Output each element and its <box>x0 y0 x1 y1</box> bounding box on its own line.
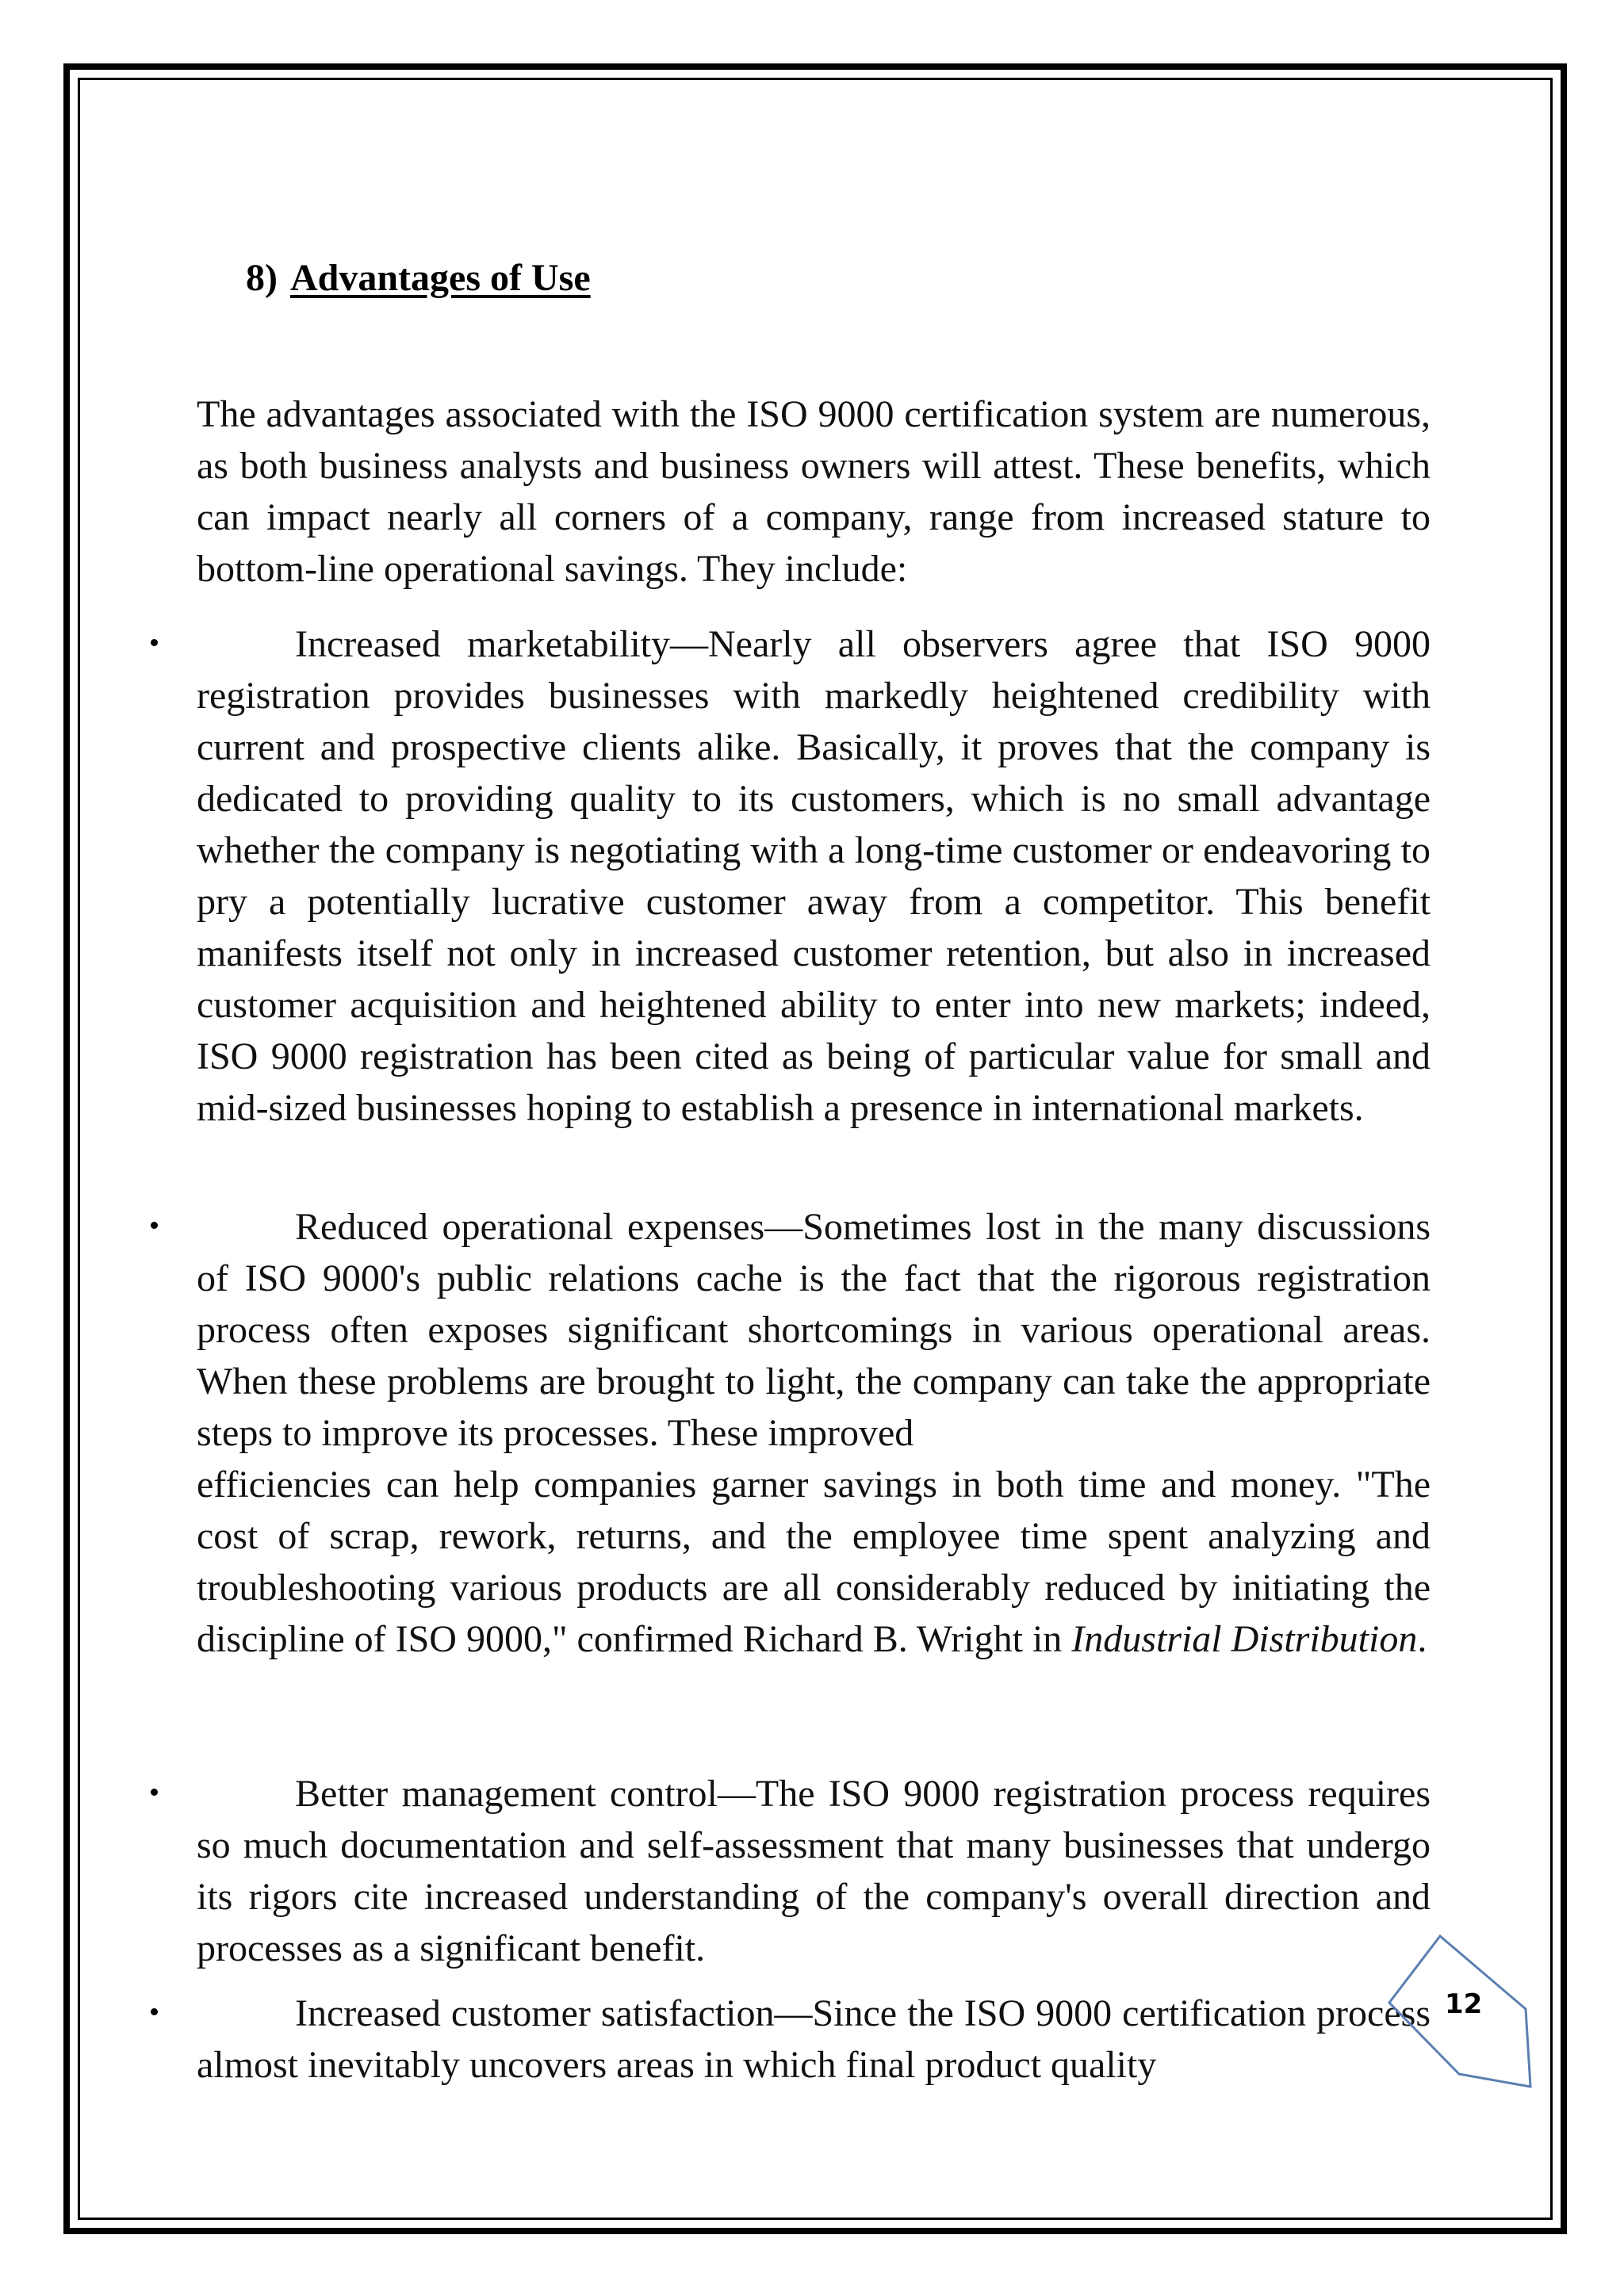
bullet-dot-icon <box>151 1789 158 1796</box>
bullet-text: Increased marketability—Nearly all observers agree that ISO 9000 registration provides businesses with markedly heightened credibility with current and prospective clients alike. Basically, it proves that the company is dedicated to providing quality to its customers, which is no small advantage whether the company is negotiating with a long-time customer or endeavoring to pry a potentially lucrative customer away from a competitor. This benefit manifests itself not only in increased customer retention, but also in increased customer acquisition and heightened ability to enter into new markets; indeed, ISO 9000 registration has been cited as being of particular value for small and mid-sized businesses hoping to establish a presence in international markets. <box>197 623 1431 1129</box>
bullet-text-part1: Reduced operational expenses—Sometimes lost in the many discussions of ISO 9000's public relations cache is the fact that the rigorous registration process often exposes significant shortcomings in various operational areas. When these problems are brought to light, the company can take the appropriate steps to improve its processes. These improved <box>197 1206 1431 1454</box>
bullet-dot-icon <box>151 639 158 646</box>
bullet-text-part2: efficiencies can help companies garner savings in both time and money. "The cost of scrap, rework, returns, and the employee time spent analyzing and troubleshooting various products are all considerably reduced by initiating the discipline of ISO 9000," confirmed Richard B. Wright in <box>197 1464 1431 1660</box>
section-title: Advantages of Use <box>289 257 591 299</box>
source-citation: Industrial Distribution <box>1071 1618 1418 1660</box>
bullet-text: Better management control—The ISO 9000 registration process requires so much documentation and self-assessment that many businesses that undergo its rigors cite increased understanding of the company's overall direction and processes as a significant benefit. <box>197 1773 1431 1969</box>
bullet-text-end: . <box>1417 1618 1427 1660</box>
bullet-item-operational-expenses <box>197 1201 1431 1665</box>
bullet-item-marketability <box>197 618 1431 1134</box>
bullet-text: Increased customer satisfaction—Since the ISO 9000 certification process almost inevitably uncovers areas in which final product quality <box>197 1992 1431 2086</box>
bullet-dot-icon <box>151 2008 158 2015</box>
section-number: 8) <box>246 257 278 299</box>
bullet-item-management-control <box>197 1768 1431 1974</box>
page-number: 12 <box>1445 1988 1483 2020</box>
intro-paragraph: The advantages associated with the ISO 9000 certification system are numerous, as both business analysts and business owners will attest. These benefits, which can impact nearly all corners of a company, range from increased stature to bottom-line operational savings. They include: <box>197 393 1431 590</box>
bullet-item-customer-satisfaction <box>197 1988 1431 2091</box>
section-heading <box>246 252 591 304</box>
bullet-dot-icon <box>151 1222 158 1229</box>
